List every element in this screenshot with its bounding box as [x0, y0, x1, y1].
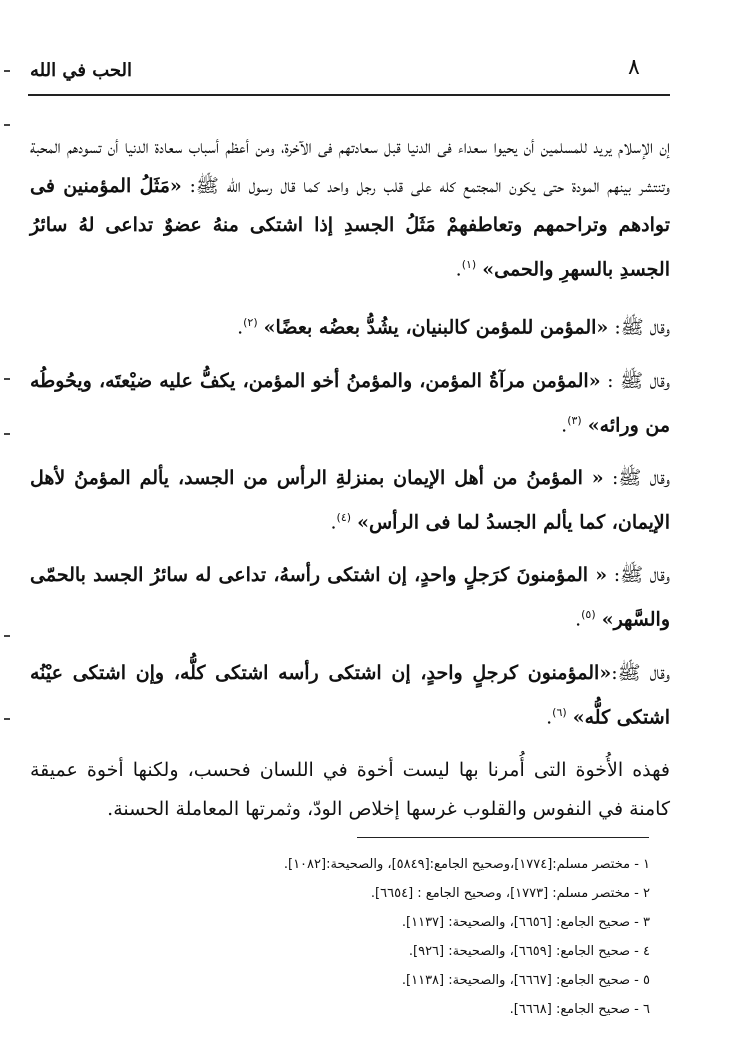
hadith-text: «مَثَلُ المؤمنين فى توادهم وتراحمهم وتعاطفهمْ مَثَلُ الجسدِ إذا اشتكى منهُ عضوٌ تداعى لهُ سائرُ الجسدِ بالسهرِ والحمى»: [30, 175, 670, 281]
footnote: ٣ - صحيح الجامع: [٦٦٥٦]، والصحيحة: [١١٣٧].: [401, 915, 650, 930]
paragraph-text: فهذه الأُخوة التى أُمرنا بها ليست أخوة في اللسان فحسب، ولكنها أخوة عميقة كامنة في النفوس والقلوب غرسها إخلاص الودّ، وثمرتها المعاملة الحسنة.: [30, 758, 670, 820]
footnote-ref[interactable]: (٦): [552, 705, 567, 719]
body-text: [30, 128, 670, 843]
paragraph: وقال ﷺ: « المؤمنُ من أهل الإيمان بمنزلةِ الرأس من الجسد، يألم المؤمنُ لأهل الإيمان، كما يألم الجسدُ لما فى الرأس» $^{(٤)}$.: [30, 466, 670, 534]
paragraph-text: إن الإسلام يريد للمسلمين أن يحيوا سعداء فى الدنيا قبل سعادتهم فى الآخرة، ومن أعظم أسباب سعادة الدنيا أن تسودهم المحبة وتنتشر بينهم المودة حتى يكون المجتمع كله على قلب رجل واحد كما قال رسول الله ﷺ:: [30, 136, 670, 197]
running-title: الحب في الله: [30, 60, 133, 81]
margin-mark: [4, 635, 10, 637]
paragraph: وقال ﷺ : «المؤمن مرآةُ المؤمن، والمؤمنُ أخو المؤمن، يكفُّ عليه ضيْعتَه، ويحُوطُه من ورائه» $^{(٣)}$.: [30, 369, 670, 436]
paragraph-text: وقال ﷺ:: [603, 466, 670, 489]
footnote: ٥ - صحيح الجامع: [٦٦٦٧]، والصحيحة: [١١٣٨].: [401, 973, 650, 988]
hadith-text: « المؤمنونَ كرَجلٍ واحدٍ، إن اشتكى رأسهُ، تداعى له سائرُ الجسد بالحمّى والسَّهر»: [30, 564, 670, 631]
footnote: ٢ - مختصر مسلم: [١٧٧٣]، وصحيح الجامع : [٦٦٥٤].: [370, 886, 650, 901]
margin-mark: [4, 70, 10, 72]
paragraph-text: وقال ﷺ:: [611, 661, 670, 684]
hadith-text: « المؤمنُ من أهل الإيمان بمنزلةِ الرأس من الجسد، يألم المؤمنُ لأهل الإيمان، كما يألم الجسدُ لما فى الرأس»: [30, 466, 670, 534]
hadith-text: «المؤمنون كرجلٍ واحدٍ، إن اشتكى رأسه اشتكى كلُّه، وإن اشتكى عيْنُه اشتكى كلُّه»: [30, 661, 670, 728]
paragraph: وقال ﷺ: « المؤمنونَ كرَجلٍ واحدٍ، إن اشتكى رأسهُ، تداعى له سائرُ الجسد بالحمّى والسَّهر» $^{(٥)}$.: [30, 564, 671, 631]
margin-mark: [4, 378, 10, 380]
footnote: ٦ - صحيح الجامع: [٦٦٦٨].: [509, 1002, 650, 1017]
hadith-text: «المؤمن مرآةُ المؤمن، والمؤمنُ أخو المؤمن، يكفُّ عليه ضيْعتَه، ويحُوطُه من ورائه»: [30, 369, 670, 436]
footnote-ref[interactable]: (٥): [581, 608, 596, 622]
footnote: ٤ - صحيح الجامع: [٦٦٥٩]، والصحيحة: [٩٢٦].: [408, 944, 650, 959]
paragraph-text: وقال ﷺ:: [608, 316, 670, 339]
hadith-text: «المؤمن للمؤمن كالبنيان، يشُدُّ بعضُه بعضًا»: [263, 316, 609, 339]
paragraph-text: وقال ﷺ :: [600, 369, 670, 392]
margin-mark: [4, 718, 10, 720]
footnote-ref[interactable]: (٢): [243, 316, 258, 330]
paragraph: إن الإسلام يريد للمسلمين أن يحيوا سعداء فى الدنيا قبل سعادتهم فى الآخرة، ومن أعظم أسباب سعادة الدنيا أن تسودهم المحبة وتنتشر بينهم المودة حتى يكون المجتمع كله على قلب رجل واحد كما قال رسول الله ﷺ: «مَثَلُ المؤمنين فى توادهم وتراحمهم وتعاطفهمْ مَثَلُ الجسدِ إذا اشتكى منهُ عضوٌ تداعى لهُ سائرُ الجسدِ بالسهرِ والحمى» $^{(١)}$.: [30, 136, 670, 281]
paragraph: وقال ﷺ:«المؤمنون كرجلٍ واحدٍ، إن اشتكى رأسه اشتكى كلُّه، وإن اشتكى عيْنُه اشتكى كلُّه» $^{(٦)}$.: [30, 661, 670, 728]
footnote-ref[interactable]: (١): [461, 258, 477, 271]
page-number: ٨: [628, 55, 640, 80]
paragraph: [30, 751, 670, 829]
footnote-ref[interactable]: (٤): [336, 510, 352, 524]
footnote-separator: [357, 837, 649, 838]
paragraph-text: وقال ﷺ:: [607, 564, 671, 587]
footnotes: [230, 850, 650, 1024]
footnote-ref[interactable]: (٣): [567, 413, 582, 427]
footnote: ١ - مختصر مسلم:[١٧٧٤]،وصحيح الجامع:[٥٨٤٩]، والصحيحة:[١٠٨٢].: [283, 857, 650, 872]
margin-mark: [4, 124, 10, 126]
paragraph: وقال ﷺ: «المؤمن للمؤمن كالبنيان، يشُدُّ بعضُه بعضًا» $^{(٢)}$.: [237, 316, 670, 339]
margin-mark: [4, 433, 10, 435]
header-rule: [28, 94, 670, 96]
